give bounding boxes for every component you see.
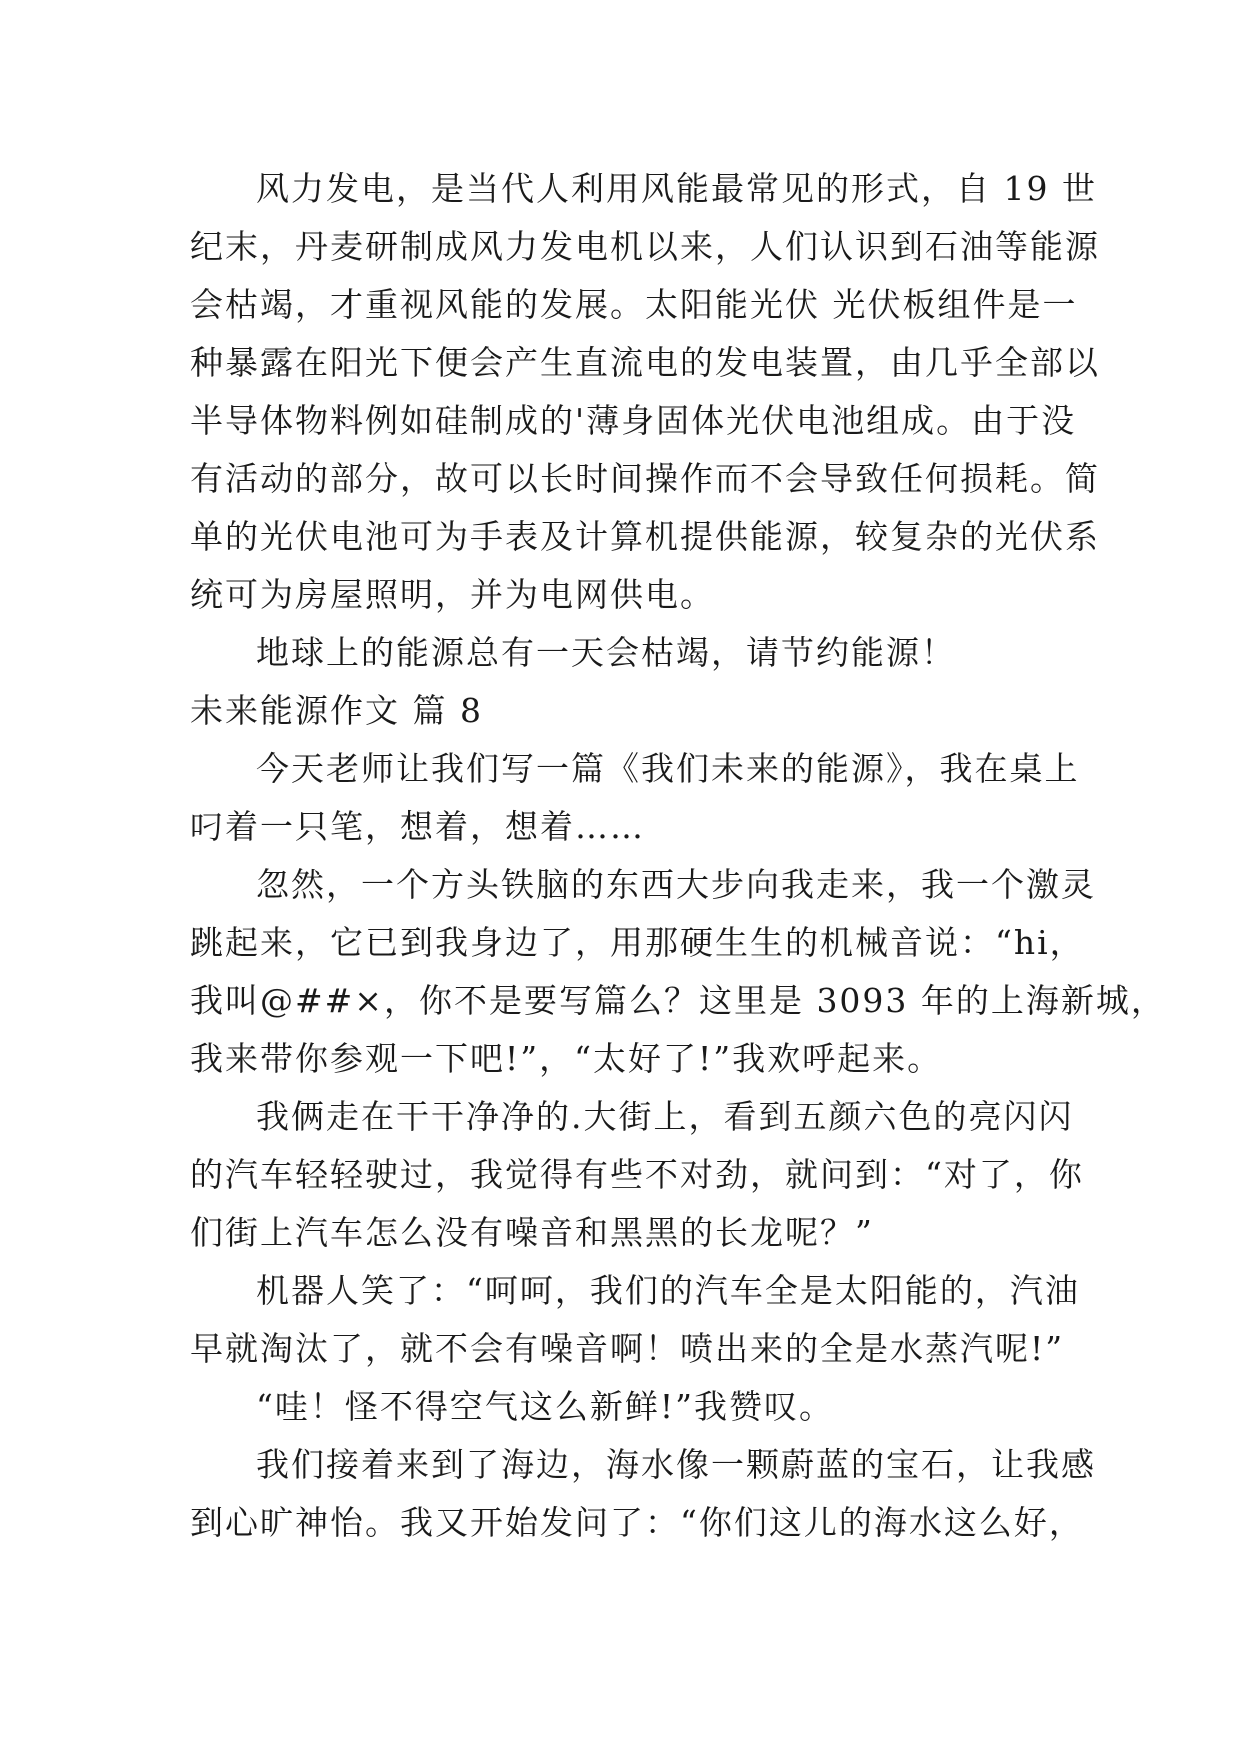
text-line: 我叫@##×，你不是要写篇么？这里是 3093 年的上海新城， [190,981,1166,1020]
text-line: 种暴露在阳光下便会产生直流电的发电装置，由几乎全部以 [190,343,1100,382]
text-line: 单的光伏电池可为手表及计算机提供能源，较复杂的光伏系 [190,517,1100,556]
document-body [190,160,1166,1552]
text-line: 忽然，一个方头铁脑的东西大步向我走来，我一个激灵 [256,865,1096,904]
text-line: 到心旷神怡。我又开始发问了：“你们这儿的海水这么好， [190,1503,1084,1542]
text-line: 跳起来，它已到我身边了，用那硬生生的机械音说：“hi， [190,923,1085,962]
text-line: 会枯竭，才重视风能的发展。太阳能光伏 光伏板组件是一 [190,285,1078,324]
text-line: 统可为房屋照明，并为电网供电。 [190,575,715,614]
text-line: “哇！怪不得空气这么新鲜!”我赞叹。 [256,1387,835,1426]
text-line: 叼着一只笔，想着，想着…… [190,807,645,846]
text-line: 的汽车轻轻驶过，我觉得有些不对劲，就问到：“对了，你 [190,1155,1084,1194]
text-line: 们街上汽车怎么没有噪音和黑黑的长龙呢？” [190,1213,874,1252]
text-line: 我们接着来到了海边，海水像一颗蔚蓝的宝石，让我感 [256,1445,1096,1484]
text-line: 纪末，丹麦研制成风力发电机以来，人们认识到石油等能源 [190,227,1100,266]
text-line: 我俩走在干干净净的.大街上，看到五颜六色的亮闪闪 [256,1097,1074,1136]
text-line: 风力发电，是当代人利用风能最常见的形式，自 19 世 [256,169,1097,208]
text-line: 早就淘汰了，就不会有噪音啊！喷出来的全是水蒸汽呢!” [190,1329,1065,1368]
text-line: 今天老师让我们写一篇《我们未来的能源》，我在桌上 [256,749,1080,788]
text-line: 有活动的部分，故可以长时间操作而不会导致任何损耗。简 [190,459,1100,498]
text-line: 机器人笑了：“呵呵，我们的汽车全是太阳能的，汽油 [256,1271,1080,1310]
text-line: 我来带你参观一下吧!”，“太好了!”我欢呼起来。 [190,1039,943,1078]
section-heading: 未来能源作文 篇 8 [190,691,483,730]
text-line: 半导体物料例如硅制成的'薄身固体光伏电池组成。由于没 [190,401,1077,440]
text-line: 地球上的能源总有一天会枯竭，请节约能源！ [256,633,956,672]
